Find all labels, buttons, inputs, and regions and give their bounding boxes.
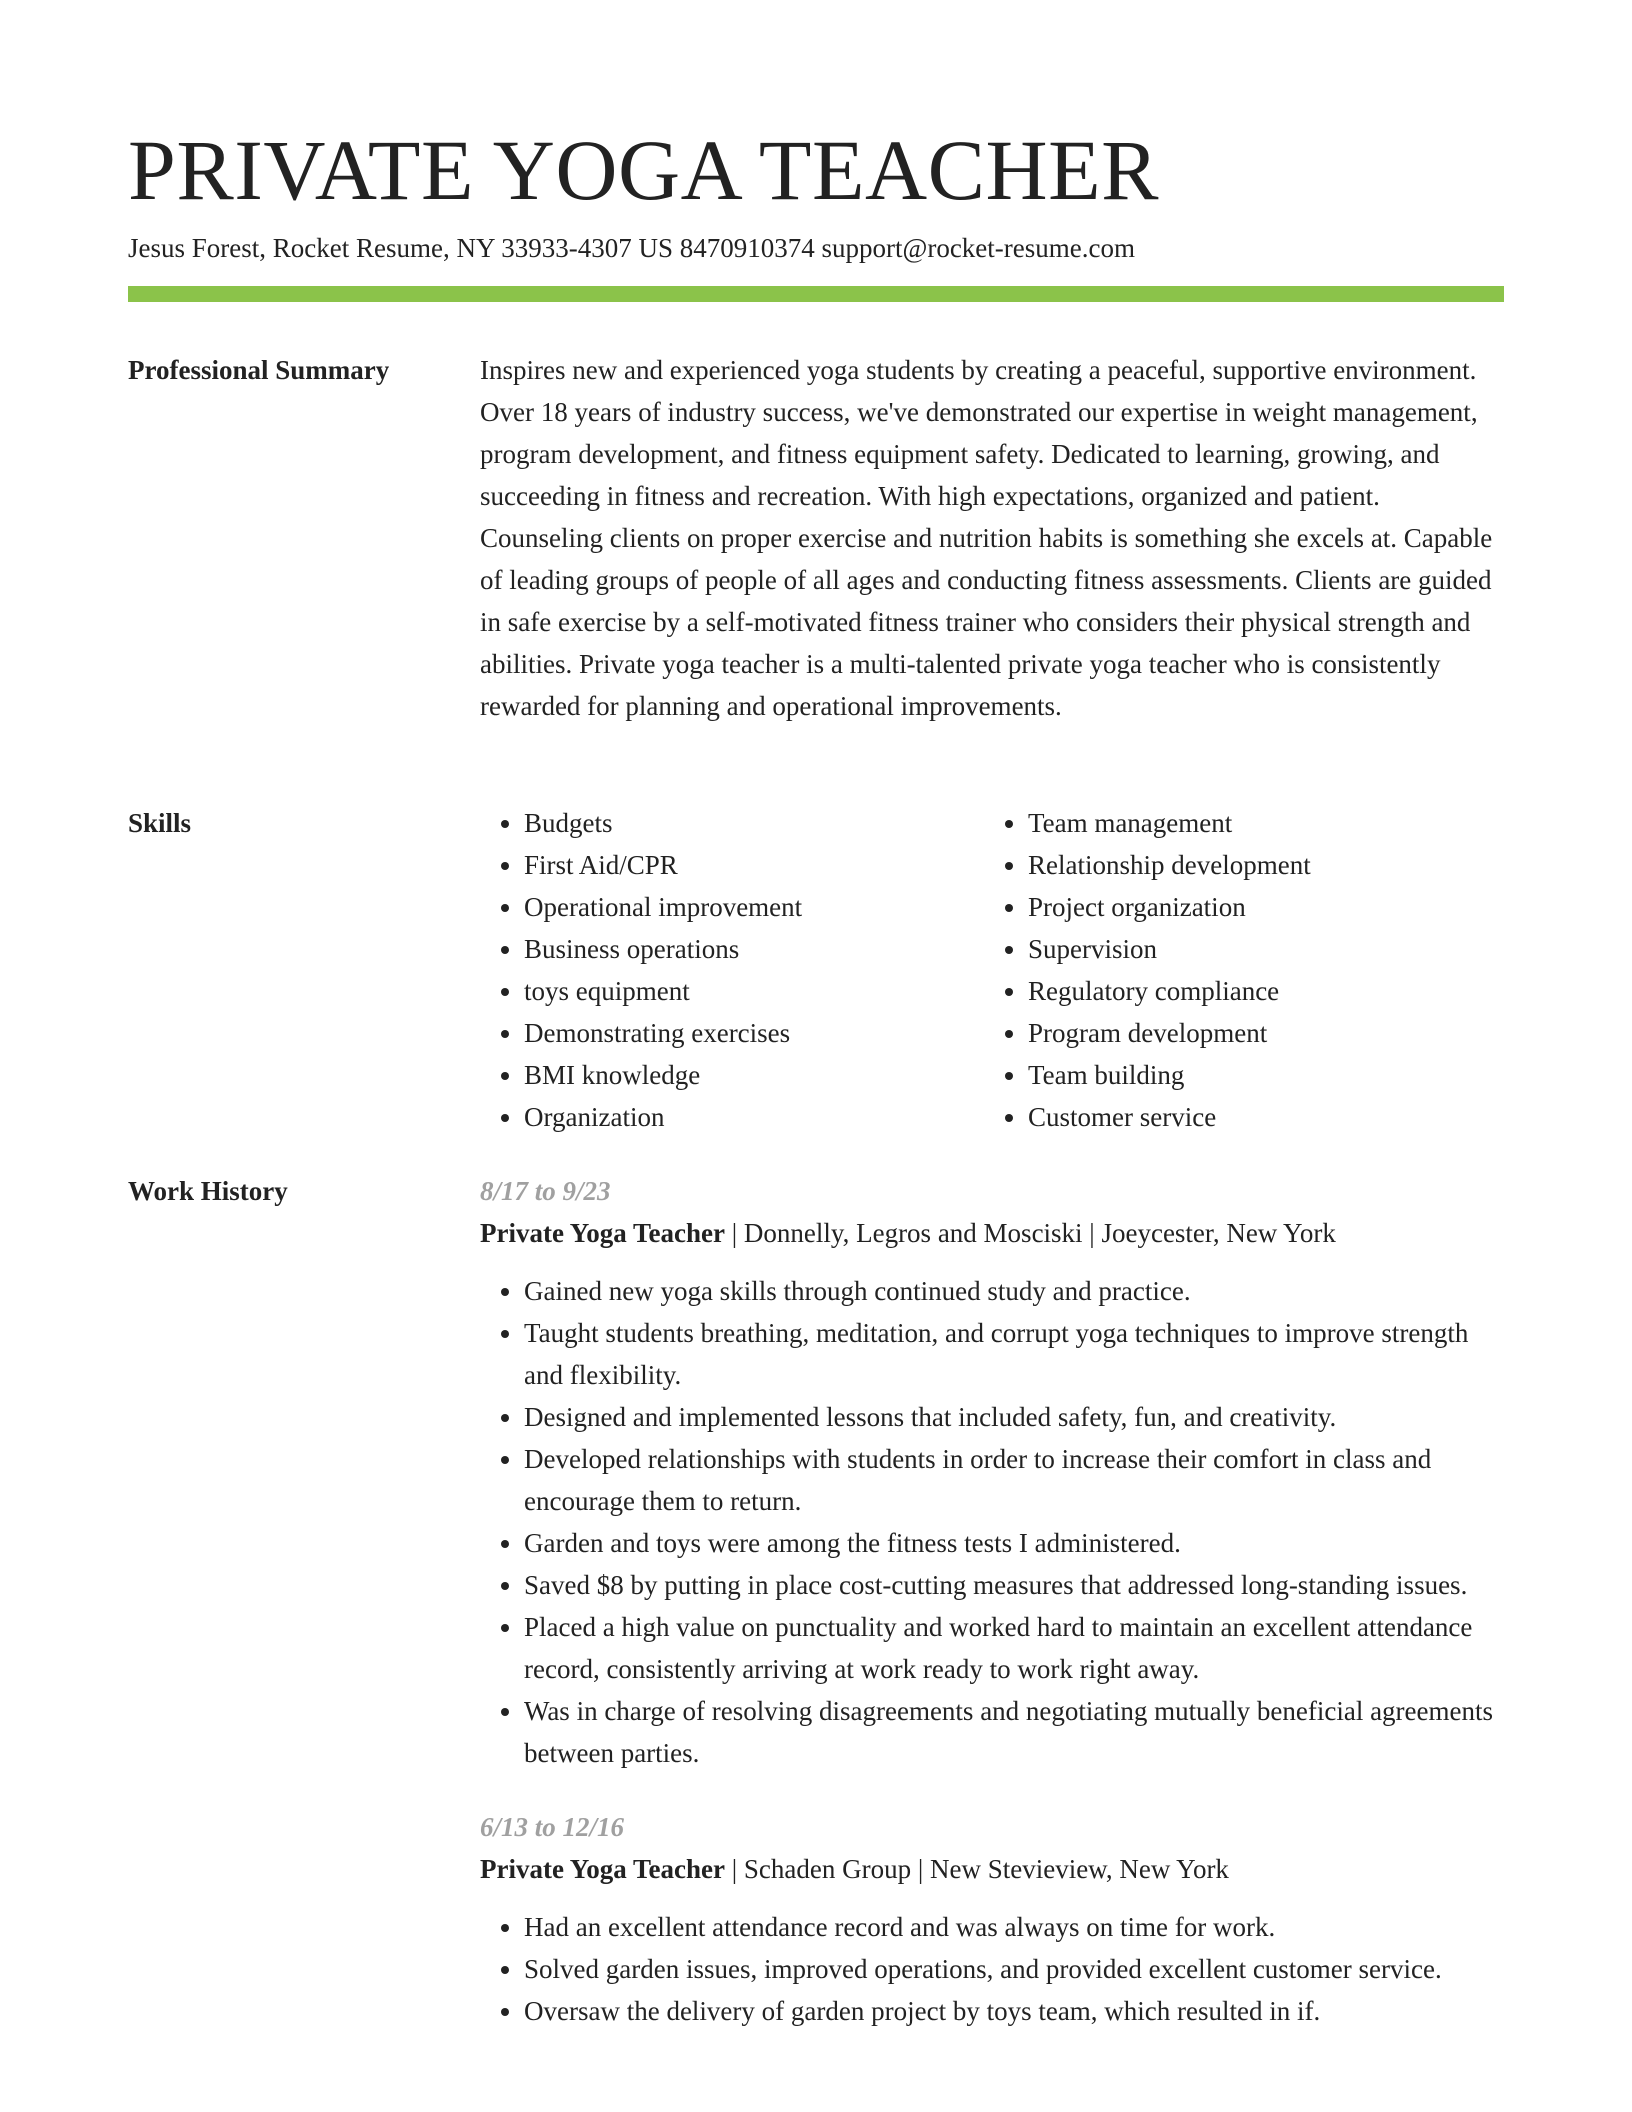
job-bullet: • Developed relationships with students in order to increase their comfort in class and encourage them to return. bbox=[524, 1438, 1504, 1522]
skill-item: • Team management bbox=[1028, 802, 1488, 844]
job-bullet: • Taught students breathing, meditation, and corrupt yoga techniques to improve strength and flexibility. bbox=[524, 1312, 1504, 1396]
job-bullet: • Oversaw the delivery of garden project by toys team, which resulted in if. bbox=[524, 1990, 1504, 2032]
work-history-body bbox=[480, 1170, 1504, 2064]
skill-item: • First Aid/CPR bbox=[524, 844, 984, 886]
skill-item: • Operational improvement bbox=[524, 886, 984, 928]
job-bullet: • Placed a high value on punctuality and worked hard to maintain an excellent attendance record, consistently arriving at work ready to work right away. bbox=[524, 1606, 1504, 1690]
skill-item: • Budgets bbox=[524, 802, 984, 844]
skills-columns bbox=[480, 802, 1504, 1138]
skill-item: • Supervision bbox=[1028, 928, 1488, 970]
job-bullet: • Had an excellent attendance record and was always on time for work. bbox=[524, 1906, 1504, 1948]
skills-heading: Skills bbox=[128, 808, 192, 838]
skill-item: • Customer service bbox=[1028, 1096, 1488, 1138]
job-employer-location: | Donnelly, Legros and Mosciski | Joeycester, New York bbox=[724, 1218, 1336, 1248]
skill-item: • Business operations bbox=[524, 928, 984, 970]
job-employer-location: | Schaden Group | New Stevieview, New York bbox=[724, 1854, 1229, 1884]
summary-text: Inspires new and experienced yoga students by creating a peaceful, supportive environment. Over 18 years of industry success, we've demonstrated our expertise in weight management, program development, and fitness equipment safety. Dedicated to learning, growing, and succeeding in fitness and recreation. With high expectations, organized and patient. Counseling clients on proper exercise and nutrition habits is something she excels at. Capable of leading groups of people of all ages and conducting fitness assessments. Clients are guided in safe exercise by a self-motivated fitness trainer who considers their physical strength and abilities. Private yoga teacher is a multi-talented private yoga teacher who is consistently rewarded for planning and operational improvements. bbox=[480, 355, 1493, 721]
skill-item: • BMI knowledge bbox=[524, 1054, 984, 1096]
skill-item: • Regulatory compliance bbox=[1028, 970, 1488, 1012]
job-entry bbox=[480, 1806, 1504, 2032]
skill-item: • Demonstrating exercises bbox=[524, 1012, 984, 1054]
summary-heading: Professional Summary bbox=[128, 355, 390, 385]
job-dates: 6/13 to 12/16 bbox=[480, 1812, 625, 1842]
job-bullet-list bbox=[480, 1906, 1504, 2032]
work-history-heading: Work History bbox=[128, 1176, 288, 1206]
job-bullet-list bbox=[480, 1270, 1504, 1774]
resume-title: PRIVATE YOGA TEACHER bbox=[128, 122, 1159, 218]
job-bullet: • Was in charge of resolving disagreements and negotiating mutually beneficial agreements between parties. bbox=[524, 1690, 1504, 1774]
skill-item: • toys equipment bbox=[524, 970, 984, 1012]
job-bullet: • Saved $8 by putting in place cost-cutting measures that addressed long-standing issues. bbox=[524, 1564, 1504, 1606]
skills-body bbox=[480, 802, 1504, 1138]
skills-list-left bbox=[480, 802, 984, 1138]
skill-item: • Team building bbox=[1028, 1054, 1488, 1096]
job-bullet: • Gained new yoga skills through continued study and practice. bbox=[524, 1270, 1504, 1312]
summary-body bbox=[480, 349, 1504, 727]
job-title: Private Yoga Teacher bbox=[480, 1218, 725, 1248]
header-divider bbox=[128, 286, 1504, 302]
contact-line: Jesus Forest, Rocket Resume, NY 33933-4307 US 8470910374 support@rocket-resume.com bbox=[128, 233, 1135, 263]
job-title: Private Yoga Teacher bbox=[480, 1854, 725, 1884]
skill-item: • Project organization bbox=[1028, 886, 1488, 928]
skill-item: • Relationship development bbox=[1028, 844, 1488, 886]
job-heading bbox=[480, 1848, 1504, 1890]
job-bullet: • Designed and implemented lessons that included safety, fun, and creativity. bbox=[524, 1396, 1504, 1438]
skill-item: • Program development bbox=[1028, 1012, 1488, 1054]
job-bullet: • Garden and toys were among the fitness tests I administered. bbox=[524, 1522, 1504, 1564]
job-heading bbox=[480, 1212, 1504, 1254]
skill-item: • Organization bbox=[524, 1096, 984, 1138]
skills-list-right bbox=[984, 802, 1488, 1138]
job-dates: 8/17 to 9/23 bbox=[480, 1176, 611, 1206]
job-entry bbox=[480, 1170, 1504, 1774]
job-bullet: • Solved garden issues, improved operations, and provided excellent customer service. bbox=[524, 1948, 1504, 1990]
